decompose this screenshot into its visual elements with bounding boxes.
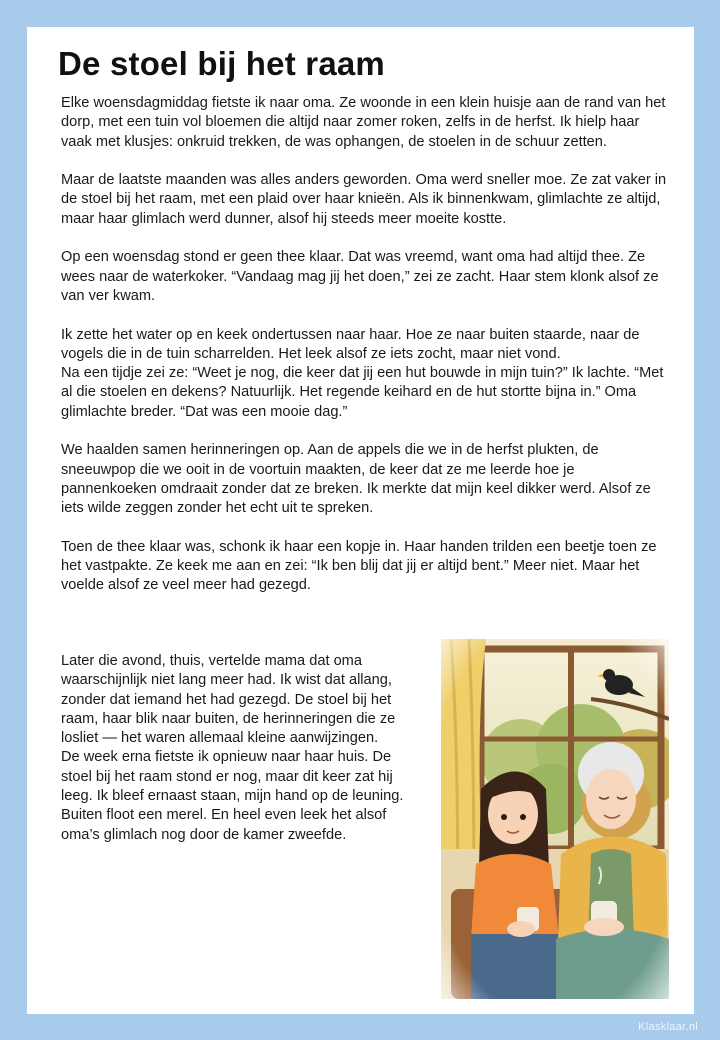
grandmother-child-illustration (441, 639, 669, 999)
paragraph-6: We haalden samen herinneringen op. Aan de appels die we in de herfst plukten, de sneeuwpop die we ooit in de voortuin maakten, de keer dat ze me leerde hoe je pannenkoeken omdraait zonder dat ze breken. Ik merkte dat mijn keel dikker werd. Alsof ze iets wilde zeggen zonder het echt uit te spreken. (61, 442, 651, 517)
paragraph-4: Ik zette het water op en keek ondertussen naar haar. Hoe ze naar buiten staarde, naar de vogels die in de tuin scharrelden. Het leek alsof ze iets zocht, maar niet vond. (61, 326, 640, 362)
worksheet-page (27, 27, 694, 1014)
paragraph-5: Na een tijdje zei ze: “Weet je nog, die keer dat jij een hut bouwde in mijn tuin?” Ik lachte. “Met al die stoelen en dekens? Natuurlijk. Het regende keihard en de hut stortte bijna in.” Oma glimlachte breder. “Dat was een mooie dag.” (61, 365, 664, 420)
story-text-end (61, 652, 413, 845)
page-title: De stoel bij het raam (58, 45, 385, 82)
footer-credit: Klasklaar.nl (638, 1021, 698, 1033)
paragraph-1: Elke woensdagmiddag fietste ik naar oma. Ze woonde in een klein huisje aan de rand van het dorp, met een tuin vol bloemen die altijd naar zomer roken, zelfs in de herfst. Ik hielp haar vaak met klusjes: onkruid trekken, de was ophangen, de stoelen in de schuur zetten. (61, 95, 666, 150)
paragraph-7: Toen de thee klaar was, schonk ik haar een kopje in. Haar handen trilden een beetje toen ze het vastpakte. Ze keek me aan en zei: “Ik ben blij dat jij er altijd bent.” Meer niet. Maar het voelde alsof ze veel meer had gezegd. (61, 538, 657, 594)
story-text (61, 94, 671, 615)
paragraph-8: Later die avond, thuis, vertelde mama dat oma waarschijnlijk niet lang meer had. Ik wist dat allang, zonder dat iemand het had gezegd. De stoel bij het raam, haar blik naar buiten, de herinneringen die ze losliet — het waren allemaal kleine aanwijzingen. (61, 653, 396, 747)
paragraph-3: Op een woensdag stond er geen thee klaar. Dat was vreemd, want oma had altijd thee. Ze wees naar de waterkoker. “Vandaag mag jij het doen,” zei ze zacht. Haar stem klonk alsof ze van ver kwam. (61, 249, 659, 304)
paragraph-2: Maar de laatste maanden was alles anders geworden. Oma werd sneller moe. Ze zat vaker in de stoel bij het raam, met een plaid over haar knieën. Als ik binnenkwam, glimlachte ze altijd, maar haar glimlach werd dunner, alsof hij steeds meer moeite kostte. (61, 172, 667, 227)
paragraph-9: De week erna fietste ik opnieuw naar haar huis. De stoel bij het raam stond er nog, maar dit keer zat hij leeg. Ik bleef ernaast staan, mijn hand op de leuning. Buiten floot een merel. En heel even leek het alsof oma’s glimlach nog door de kamer zweefde. (61, 749, 404, 843)
